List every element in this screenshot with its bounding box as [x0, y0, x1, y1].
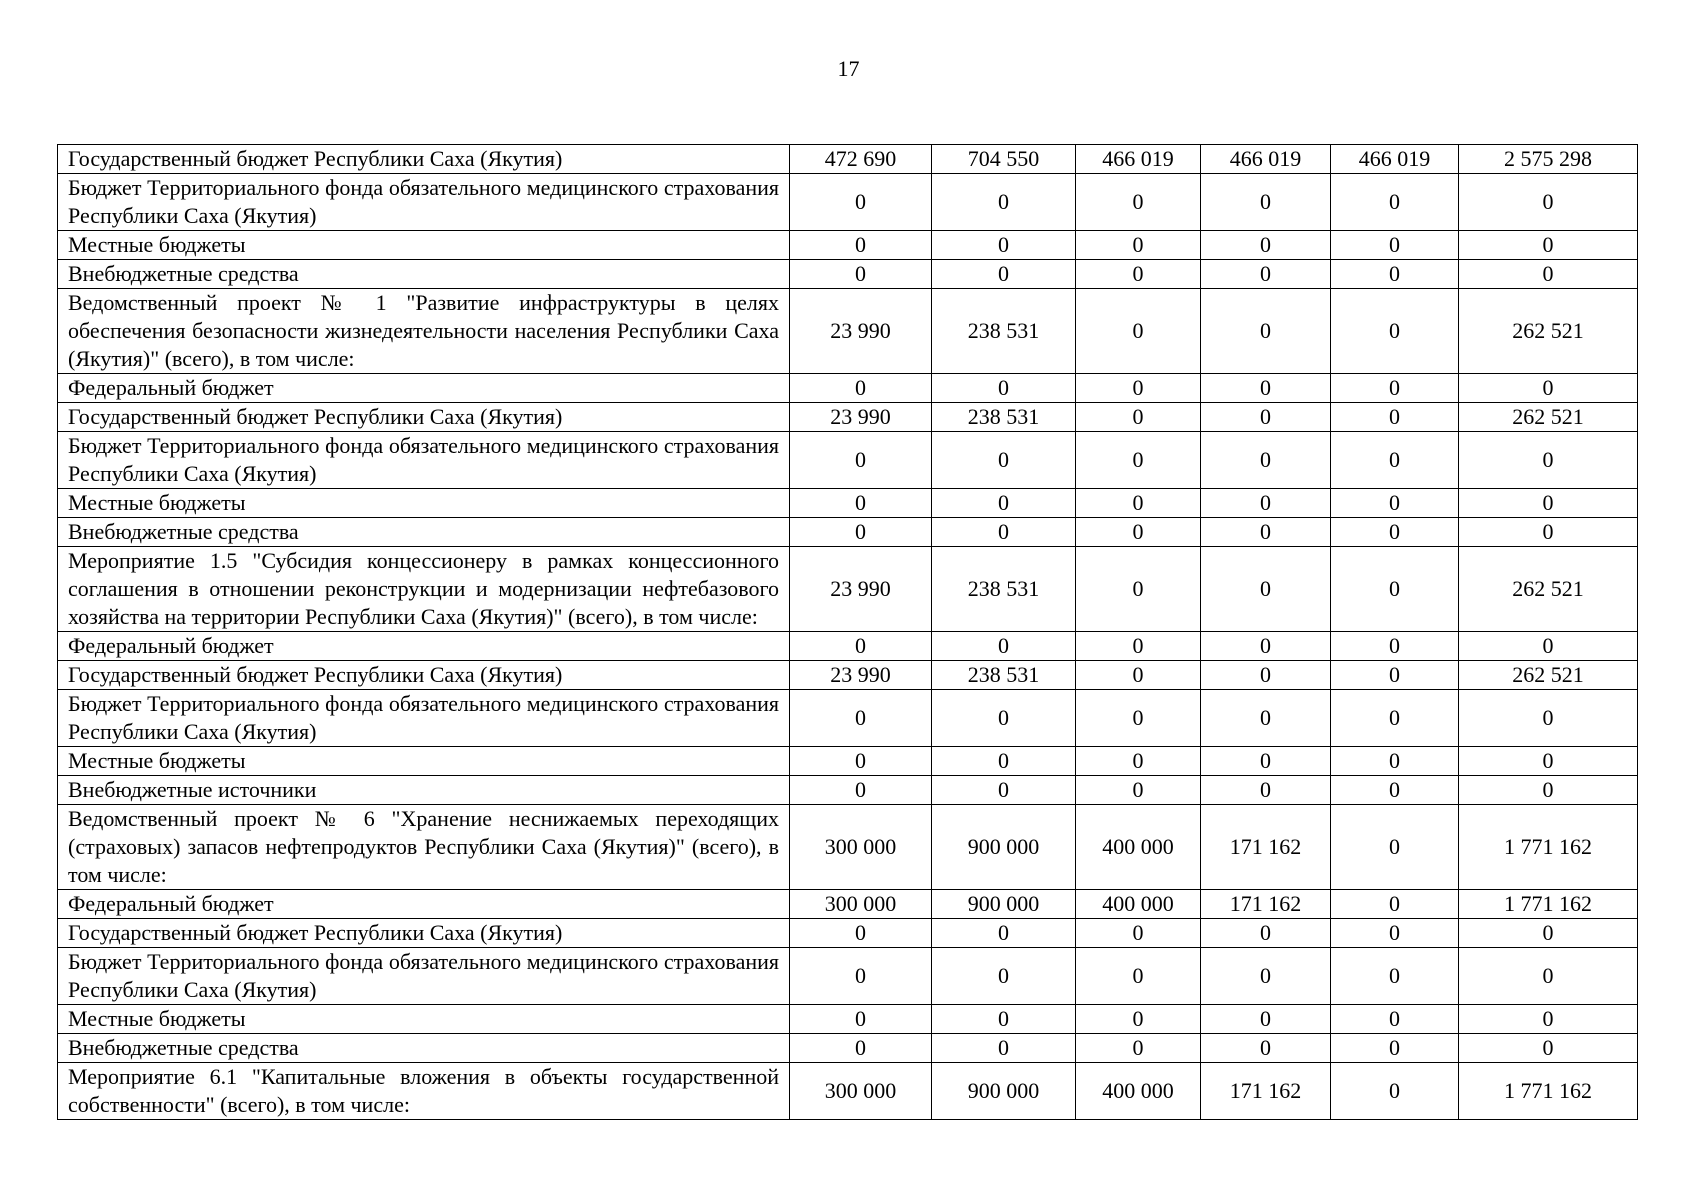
value-cell: 0 — [1459, 260, 1638, 289]
value-cell: 1 771 162 — [1459, 1063, 1638, 1120]
table-row — [58, 260, 1638, 289]
value-cell: 0 — [1331, 374, 1459, 403]
value-cell: 0 — [1331, 747, 1459, 776]
row-name-cell: Внебюджетные средства — [58, 518, 790, 547]
value-cell: 0 — [1459, 231, 1638, 260]
value-cell: 0 — [1459, 1005, 1638, 1034]
row-name-cell: Внебюджетные средства — [58, 260, 790, 289]
value-cell: 0 — [790, 489, 932, 518]
value-cell: 900 000 — [932, 890, 1076, 919]
value-cell: 0 — [1076, 374, 1201, 403]
table-row — [58, 289, 1638, 374]
table-row — [58, 403, 1638, 432]
value-cell: 0 — [1331, 547, 1459, 632]
value-cell: 0 — [932, 690, 1076, 747]
value-cell: 0 — [1076, 948, 1201, 1005]
value-cell: 0 — [932, 919, 1076, 948]
row-name-cell: Ведомственный проект № 1 "Развитие инфраструктуры в целях обеспечения безопасности жизнедеятельности населения Республики Саха (Якутия)" (всего), в том числе: — [58, 289, 790, 374]
value-cell: 0 — [1331, 690, 1459, 747]
value-cell: 0 — [1076, 518, 1201, 547]
table-row — [58, 547, 1638, 632]
value-cell: 0 — [932, 948, 1076, 1005]
value-cell: 0 — [1331, 1063, 1459, 1120]
value-cell: 0 — [932, 518, 1076, 547]
row-name-cell: Местные бюджеты — [58, 231, 790, 260]
value-cell: 0 — [790, 1005, 932, 1034]
value-cell: 0 — [790, 948, 932, 1005]
table-row — [58, 231, 1638, 260]
value-cell: 0 — [1331, 289, 1459, 374]
budget-table — [57, 144, 1638, 1120]
table-row — [58, 661, 1638, 690]
value-cell: 0 — [1076, 403, 1201, 432]
value-cell: 0 — [1331, 518, 1459, 547]
table-row — [58, 948, 1638, 1005]
value-cell: 0 — [932, 776, 1076, 805]
value-cell: 0 — [1331, 231, 1459, 260]
value-cell: 0 — [1459, 1034, 1638, 1063]
value-cell: 262 521 — [1459, 289, 1638, 374]
value-cell: 0 — [1201, 174, 1331, 231]
value-cell: 0 — [1459, 489, 1638, 518]
value-cell: 0 — [932, 174, 1076, 231]
value-cell: 0 — [1076, 919, 1201, 948]
value-cell: 238 531 — [932, 289, 1076, 374]
table-row — [58, 518, 1638, 547]
value-cell: 0 — [1331, 260, 1459, 289]
row-name-cell: Внебюджетные средства — [58, 1034, 790, 1063]
value-cell: 0 — [1076, 1034, 1201, 1063]
value-cell: 300 000 — [790, 1063, 932, 1120]
row-name-cell: Мероприятие 6.1 "Капитальные вложения в объекты государственной собственности" (всего), в том числе: — [58, 1063, 790, 1120]
row-name-cell: Государственный бюджет Республики Саха (Якутия) — [58, 403, 790, 432]
table-row — [58, 805, 1638, 890]
value-cell: 0 — [1459, 690, 1638, 747]
value-cell: 0 — [790, 174, 932, 231]
value-cell: 0 — [1201, 231, 1331, 260]
value-cell: 466 019 — [1201, 145, 1331, 174]
value-cell: 0 — [1076, 289, 1201, 374]
value-cell: 171 162 — [1201, 805, 1331, 890]
value-cell: 0 — [1459, 174, 1638, 231]
row-name-cell: Местные бюджеты — [58, 489, 790, 518]
value-cell: 0 — [790, 690, 932, 747]
value-cell: 0 — [1201, 547, 1331, 632]
value-cell: 2 575 298 — [1459, 145, 1638, 174]
page-number: 17 — [837, 56, 860, 81]
value-cell: 0 — [932, 1005, 1076, 1034]
value-cell: 0 — [790, 432, 932, 489]
table-row — [58, 1034, 1638, 1063]
value-cell: 0 — [1331, 919, 1459, 948]
table-row — [58, 1005, 1638, 1034]
value-cell: 400 000 — [1076, 890, 1201, 919]
value-cell: 0 — [1459, 948, 1638, 1005]
value-cell: 900 000 — [932, 805, 1076, 890]
value-cell: 23 990 — [790, 289, 932, 374]
value-cell: 171 162 — [1201, 1063, 1331, 1120]
value-cell: 0 — [932, 1034, 1076, 1063]
value-cell: 0 — [1076, 547, 1201, 632]
row-name-cell: Мероприятие 1.5 "Субсидия концессионеру в рамках концессионного соглашения в отношении реконструкции и модернизации нефтебазового хозяйства на территории Республики Саха (Якутия)" (всего), в том числе: — [58, 547, 790, 632]
value-cell: 0 — [1201, 374, 1331, 403]
value-cell: 0 — [1201, 690, 1331, 747]
table-row — [58, 489, 1638, 518]
value-cell: 0 — [1201, 747, 1331, 776]
row-name-cell: Федеральный бюджет — [58, 890, 790, 919]
row-name-cell: Бюджет Территориального фонда обязательного медицинского страхования Республики Саха (Якутия) — [58, 174, 790, 231]
row-name-cell: Государственный бюджет Республики Саха (Якутия) — [58, 145, 790, 174]
value-cell: 0 — [932, 489, 1076, 518]
table-row — [58, 890, 1638, 919]
value-cell: 0 — [1331, 661, 1459, 690]
value-cell: 0 — [1201, 661, 1331, 690]
value-cell: 0 — [1201, 432, 1331, 489]
value-cell: 238 531 — [932, 547, 1076, 632]
value-cell: 0 — [1201, 489, 1331, 518]
value-cell: 0 — [790, 374, 932, 403]
value-cell: 300 000 — [790, 805, 932, 890]
value-cell: 0 — [932, 747, 1076, 776]
row-name-cell: Бюджет Территориального фонда обязательного медицинского страхования Республики Саха (Якутия) — [58, 948, 790, 1005]
value-cell: 466 019 — [1331, 145, 1459, 174]
value-cell: 0 — [1201, 948, 1331, 1005]
table-row — [58, 919, 1638, 948]
value-cell: 0 — [1076, 632, 1201, 661]
value-cell: 704 550 — [932, 145, 1076, 174]
table-row — [58, 690, 1638, 747]
value-cell: 0 — [1076, 432, 1201, 489]
value-cell: 472 690 — [790, 145, 932, 174]
value-cell: 0 — [1331, 489, 1459, 518]
value-cell: 0 — [790, 518, 932, 547]
value-cell: 400 000 — [1076, 805, 1201, 890]
value-cell: 0 — [932, 374, 1076, 403]
value-cell: 23 990 — [790, 547, 932, 632]
value-cell: 0 — [1459, 518, 1638, 547]
value-cell: 0 — [1459, 432, 1638, 489]
value-cell: 300 000 — [790, 890, 932, 919]
row-name-cell: Федеральный бюджет — [58, 374, 790, 403]
value-cell: 0 — [1331, 948, 1459, 1005]
value-cell: 0 — [1459, 632, 1638, 661]
row-name-cell: Внебюджетные источники — [58, 776, 790, 805]
value-cell: 1 771 162 — [1459, 805, 1638, 890]
value-cell: 262 521 — [1459, 547, 1638, 632]
row-name-cell: Государственный бюджет Республики Саха (Якутия) — [58, 661, 790, 690]
value-cell: 23 990 — [790, 661, 932, 690]
table-row — [58, 174, 1638, 231]
value-cell: 0 — [1201, 776, 1331, 805]
value-cell: 0 — [1076, 489, 1201, 518]
value-cell: 0 — [790, 919, 932, 948]
value-cell: 238 531 — [932, 661, 1076, 690]
value-cell: 0 — [790, 632, 932, 661]
value-cell: 238 531 — [932, 403, 1076, 432]
value-cell: 0 — [1459, 776, 1638, 805]
value-cell: 0 — [1331, 632, 1459, 661]
value-cell: 0 — [1201, 403, 1331, 432]
table-row — [58, 432, 1638, 489]
value-cell: 0 — [790, 260, 932, 289]
value-cell: 0 — [1331, 1034, 1459, 1063]
value-cell: 0 — [1201, 919, 1331, 948]
table-body — [58, 145, 1638, 1120]
value-cell: 0 — [1331, 805, 1459, 890]
value-cell: 0 — [932, 231, 1076, 260]
value-cell: 0 — [1076, 174, 1201, 231]
value-cell: 0 — [790, 776, 932, 805]
row-name-cell: Местные бюджеты — [58, 747, 790, 776]
value-cell: 0 — [1076, 260, 1201, 289]
value-cell: 0 — [1331, 403, 1459, 432]
value-cell: 0 — [932, 432, 1076, 489]
table-row — [58, 145, 1638, 174]
value-cell: 0 — [1201, 1034, 1331, 1063]
row-name-cell: Государственный бюджет Республики Саха (Якутия) — [58, 919, 790, 948]
value-cell: 0 — [1076, 776, 1201, 805]
table-row — [58, 632, 1638, 661]
value-cell: 0 — [1331, 432, 1459, 489]
value-cell: 262 521 — [1459, 403, 1638, 432]
value-cell: 0 — [1201, 260, 1331, 289]
value-cell: 0 — [932, 632, 1076, 661]
value-cell: 466 019 — [1076, 145, 1201, 174]
value-cell: 23 990 — [790, 403, 932, 432]
row-name-cell: Федеральный бюджет — [58, 632, 790, 661]
value-cell: 0 — [1331, 776, 1459, 805]
value-cell: 0 — [1076, 661, 1201, 690]
value-cell: 171 162 — [1201, 890, 1331, 919]
value-cell: 900 000 — [932, 1063, 1076, 1120]
value-cell: 0 — [1076, 747, 1201, 776]
row-name-cell: Местные бюджеты — [58, 1005, 790, 1034]
table-row — [58, 374, 1638, 403]
table-row — [58, 1063, 1638, 1120]
value-cell: 0 — [1331, 890, 1459, 919]
value-cell: 0 — [1459, 374, 1638, 403]
value-cell: 0 — [1201, 632, 1331, 661]
value-cell: 0 — [790, 231, 932, 260]
value-cell: 262 521 — [1459, 661, 1638, 690]
value-cell: 1 771 162 — [1459, 890, 1638, 919]
row-name-cell: Бюджет Территориального фонда обязательного медицинского страхования Республики Саха (Якутия) — [58, 690, 790, 747]
table-row — [58, 776, 1638, 805]
value-cell: 0 — [1201, 289, 1331, 374]
value-cell: 400 000 — [1076, 1063, 1201, 1120]
value-cell: 0 — [932, 260, 1076, 289]
value-cell: 0 — [790, 747, 932, 776]
value-cell: 0 — [1076, 231, 1201, 260]
value-cell: 0 — [1459, 747, 1638, 776]
row-name-cell: Ведомственный проект № 6 "Хранение неснижаемых переходящих (страховых) запасов нефтепродуктов Республики Саха (Якутия)" (всего), в том числе: — [58, 805, 790, 890]
value-cell: 0 — [1201, 518, 1331, 547]
value-cell: 0 — [790, 1034, 932, 1063]
value-cell: 0 — [1459, 919, 1638, 948]
table-row — [58, 747, 1638, 776]
value-cell: 0 — [1076, 690, 1201, 747]
value-cell: 0 — [1076, 1005, 1201, 1034]
value-cell: 0 — [1331, 174, 1459, 231]
value-cell: 0 — [1331, 1005, 1459, 1034]
value-cell: 0 — [1201, 1005, 1331, 1034]
row-name-cell: Бюджет Территориального фонда обязательного медицинского страхования Республики Саха (Якутия) — [58, 432, 790, 489]
